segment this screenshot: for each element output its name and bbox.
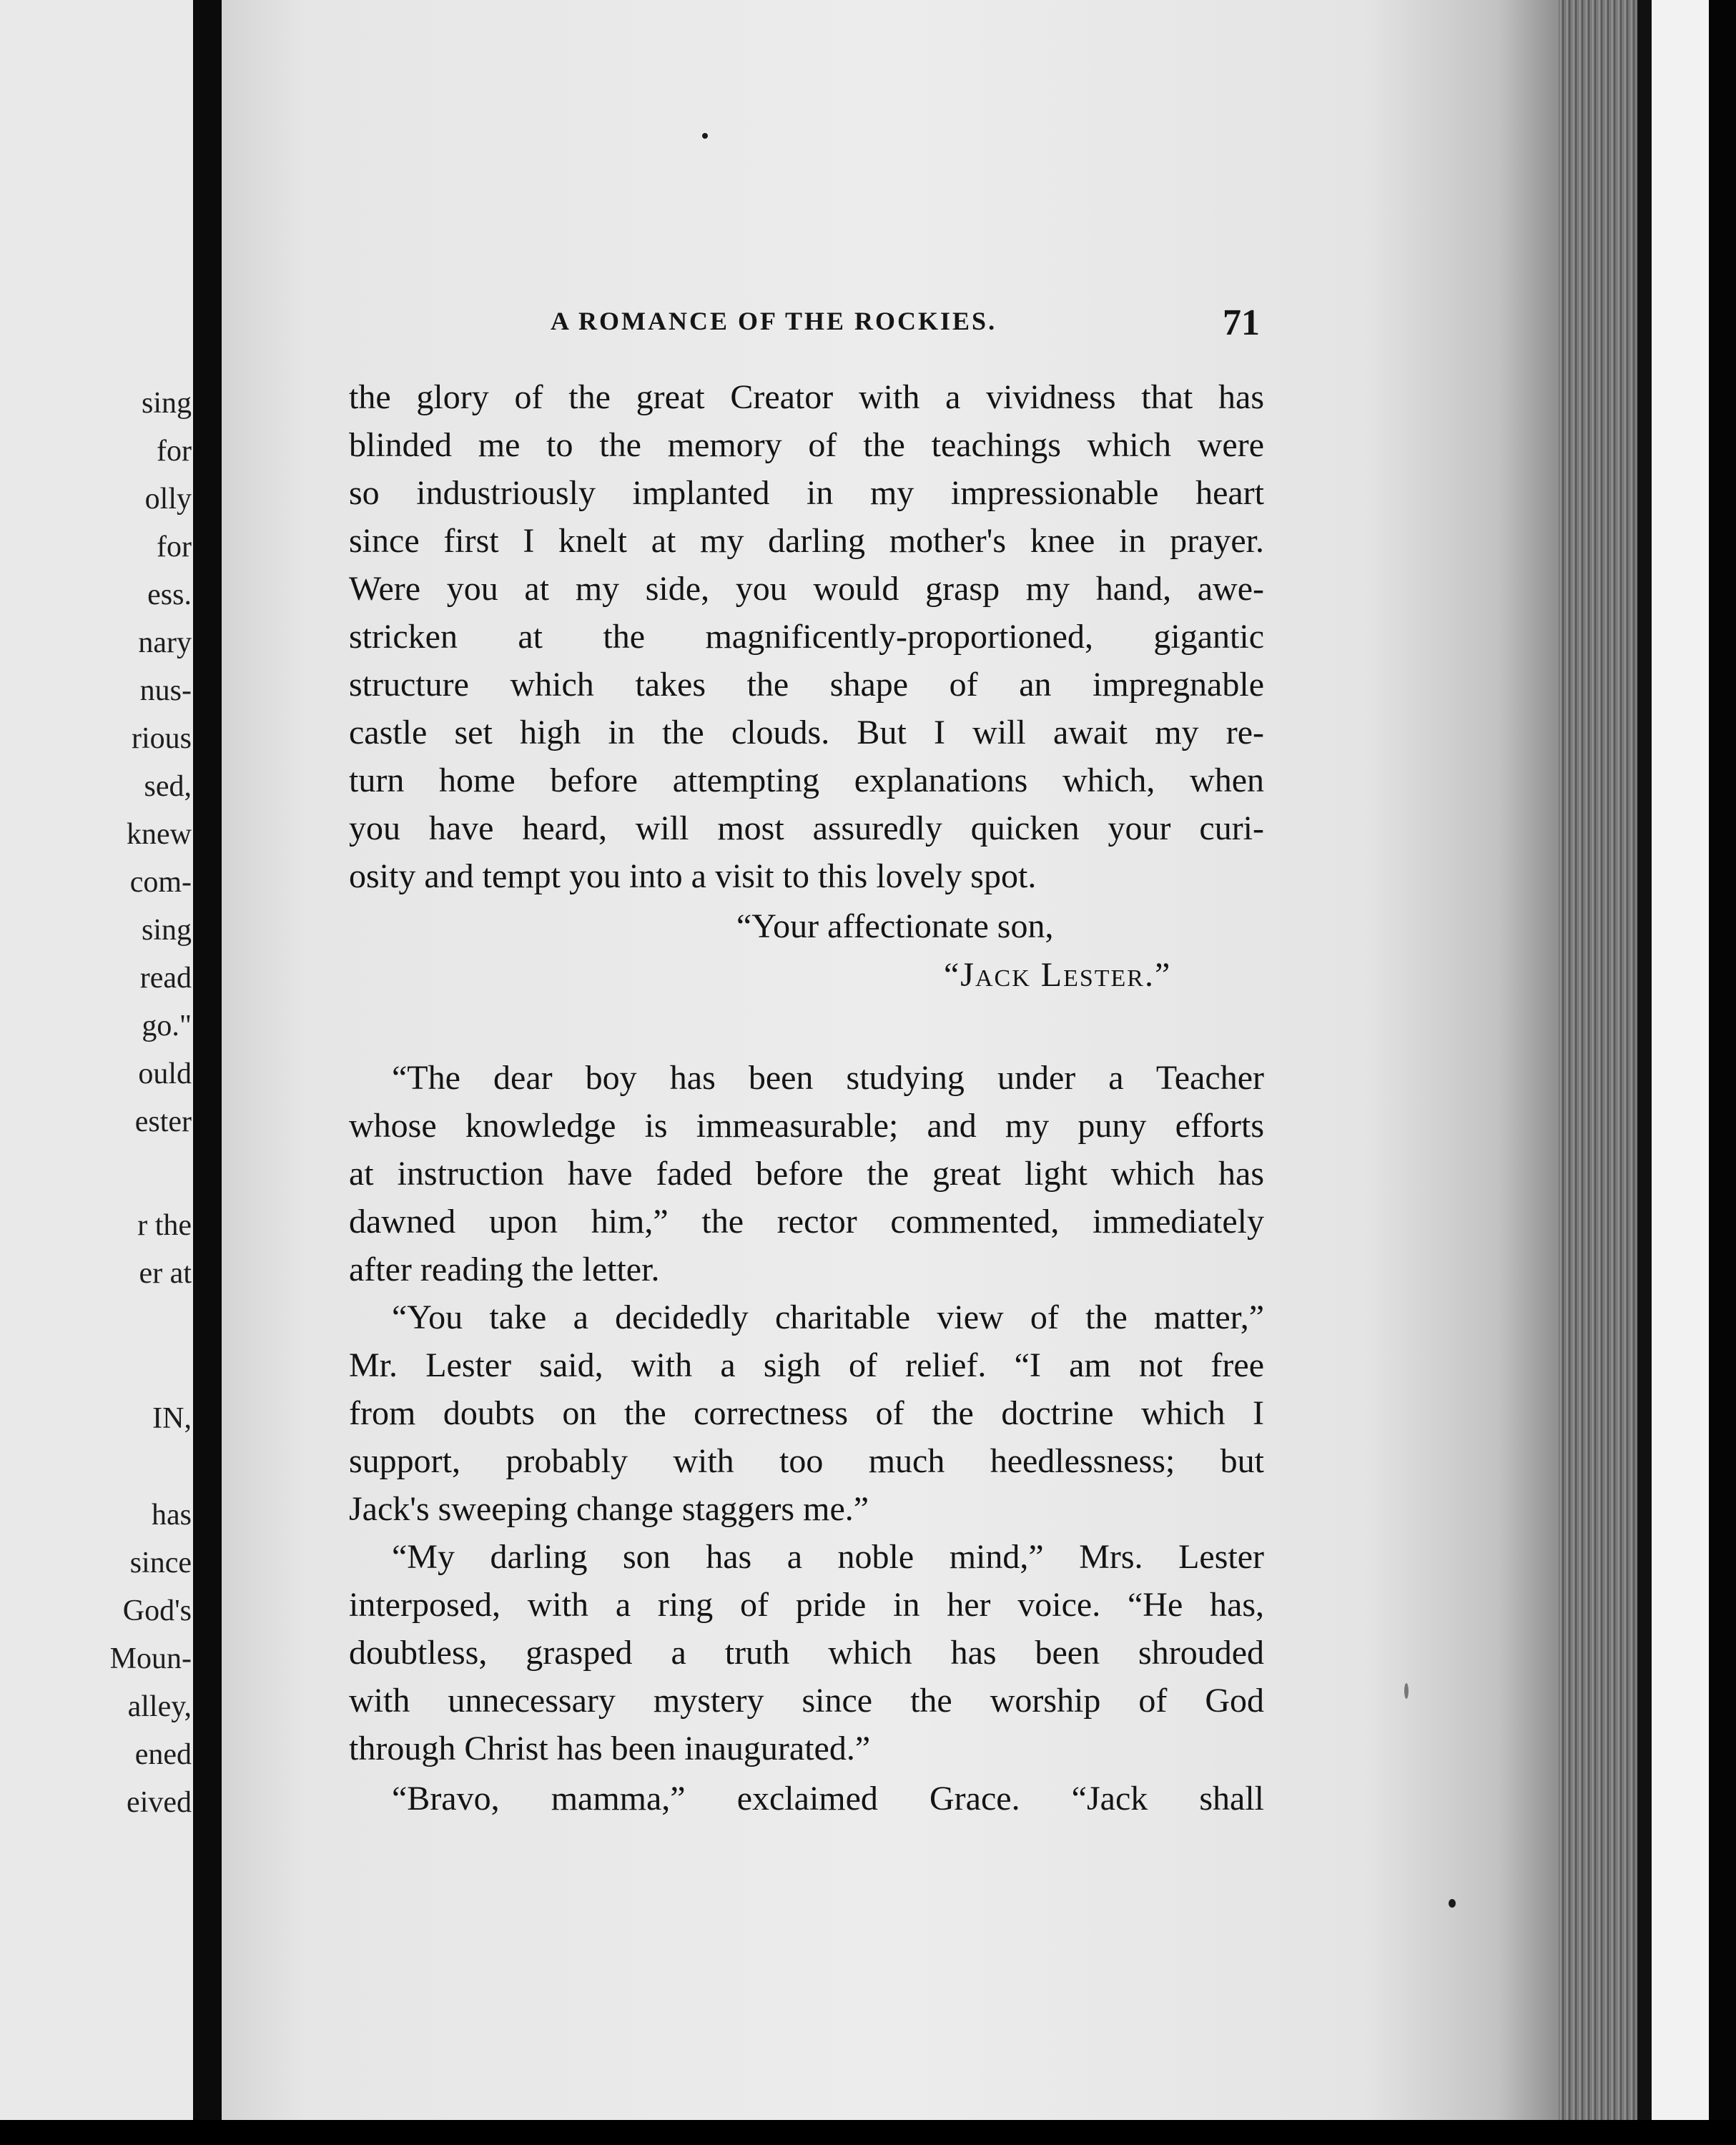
text-line: with unnecessary mystery since the worship of God (349, 1682, 1264, 1720)
text-line: interposed, with a ring of pride in her voice. “He has, (349, 1586, 1264, 1624)
page-edges (1559, 0, 1637, 2145)
text-line: osity and tempt you into a visit to this lovely spot. (349, 857, 1037, 895)
text-line: through Christ has been inaugurated.” (349, 1730, 871, 1767)
left-page-fragment: alley, (127, 1690, 192, 1723)
left-page-fragment: nary (138, 626, 192, 659)
text-line: castle set high in the clouds. But I will await my re- (349, 714, 1264, 751)
text-line: support, probably with too much heedlessness; but (349, 1442, 1264, 1480)
left-page-fragment: go." (142, 1010, 192, 1042)
text-line: blinded me to the memory of the teachings which were (349, 426, 1264, 464)
left-page-fragment: ester (134, 1105, 192, 1138)
left-page-fragment: sing (141, 914, 192, 947)
ink-speck (1449, 1899, 1456, 1908)
text-line: at instruction have faded before the great light which has (349, 1155, 1264, 1193)
scan-background (1652, 0, 1709, 2145)
text-line: doubtless, grasped a truth which has been shrouded (349, 1634, 1264, 1672)
text-line: structure which takes the shape of an impregnable (349, 666, 1264, 704)
left-page-fragment: olly (144, 483, 192, 516)
text-line: whose knowledge is immeasurable; and my puny efforts (349, 1107, 1264, 1145)
ink-speck (1404, 1683, 1409, 1699)
text-line: Were you at my side, you would grasp my hand, awe- (349, 570, 1264, 608)
text-line: Jack's sweeping change staggers me.” (349, 1490, 869, 1528)
left-page-fragment: r the (137, 1209, 192, 1242)
letter-signature: “Jack Lester.” (944, 956, 1172, 994)
text-line: the glory of the great Creator with a vividness that has (349, 378, 1264, 416)
left-page-fragment: rious (132, 722, 192, 755)
text-line: “Bravo, mamma,” exclaimed Grace. “Jack shall (392, 1780, 1264, 1818)
scan-border (1709, 0, 1736, 2145)
left-page-fragment: knew (127, 818, 192, 851)
text-line: “The dear boy has been studying under a Teacher (392, 1059, 1264, 1097)
book-gutter (193, 0, 222, 2145)
text-line: since first I knelt at my darling mother's knee in prayer. (349, 522, 1264, 560)
left-page-fragment: IN, (152, 1402, 192, 1435)
left-facing-page (0, 0, 193, 2145)
text-line: dawned upon him,” the rector commented, immediately (349, 1203, 1264, 1241)
left-page-fragment: God's (122, 1594, 192, 1627)
text-line: you have heard, will most assuredly quicken your curi- (349, 809, 1264, 847)
left-page-fragment: ess. (147, 578, 192, 611)
left-page-fragment: for (157, 531, 192, 563)
cover-edge (1637, 0, 1652, 2145)
text-line: Mr. Lester said, with a sigh of relief. “I am not free (349, 1346, 1264, 1384)
text-line: stricken at the magnificently-proportioned, gigantic (349, 618, 1264, 656)
letter-closing: “Your affectionate son, (736, 907, 1054, 945)
left-page-fragment: nus- (139, 674, 192, 707)
ink-speck (702, 133, 708, 139)
left-page-fragment: eived (127, 1786, 192, 1819)
text-line: from doubts on the correctness of the doctrine which I (349, 1394, 1264, 1432)
scan-bottom-border (0, 2120, 1736, 2145)
left-page-fragment: has (152, 1499, 192, 1532)
text-line: after reading the letter. (349, 1251, 660, 1288)
text-line: turn home before attempting explanations which, when (349, 761, 1264, 799)
left-page-fragment: since (129, 1547, 192, 1579)
left-page-fragment: er at (139, 1257, 192, 1290)
left-page-fragment: sed, (144, 770, 192, 803)
left-page-fragment: ould (138, 1057, 192, 1090)
text-line: “My darling son has a noble mind,” Mrs. Lester (392, 1538, 1264, 1576)
left-page-fragment: for (157, 435, 192, 468)
left-page-fragment: read (139, 962, 192, 995)
text-line: “You take a decidedly charitable view of the matter,” (392, 1298, 1264, 1336)
page-number: 71 (1223, 302, 1260, 343)
text-line: so industriously implanted in my impressionable heart (349, 474, 1264, 512)
running-header: A ROMANCE OF THE ROCKIES. (551, 307, 997, 335)
left-page-fragment: com- (129, 866, 192, 899)
left-page-fragment: Moun- (109, 1642, 192, 1675)
left-page-fragment: sing (141, 387, 192, 420)
left-page-fragment: ened (134, 1738, 192, 1771)
